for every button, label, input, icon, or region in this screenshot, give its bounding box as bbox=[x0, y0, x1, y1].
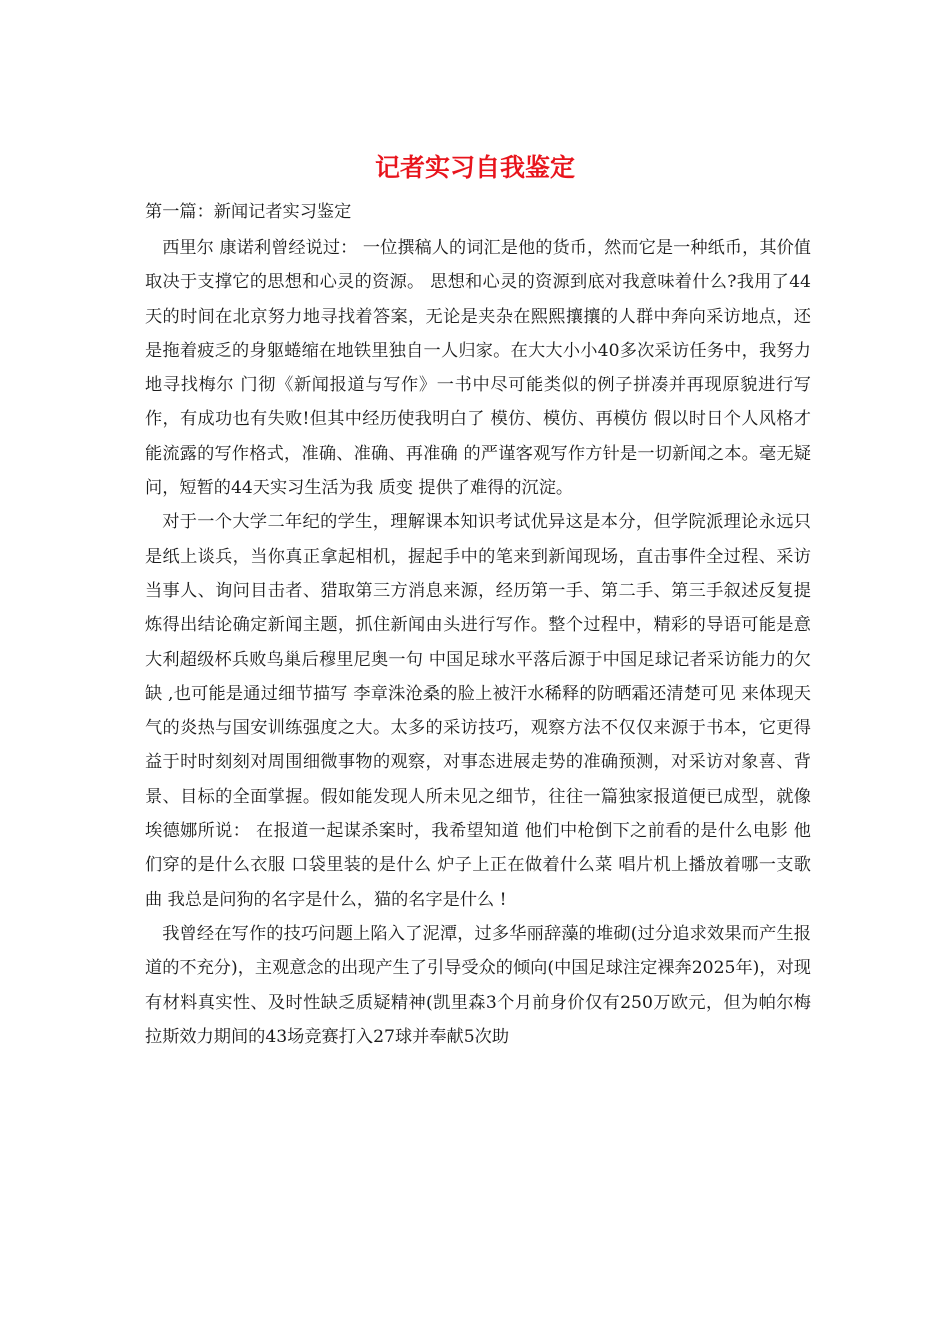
section-heading: 第一篇：新闻记者实习鉴定 bbox=[145, 202, 352, 222]
document-body bbox=[145, 197, 811, 1054]
body-paragraph-1: 西里尔 康诺利曾经说过： 一位撰稿人的词汇是他的货币，然而它是一种纸币，其价值取决于支撑它的思想和心灵的资源。 思想和心灵的资源到底对我意味着什么?我用了44天的时间在北京努力地寻找着答案，无论是夹杂在熙熙攘攘的人群中奔向采访地点，还是拖着疲乏的身躯蜷缩在地铁里独自一人归家。在大大小小40多次采访任务中，我努力地寻找梅尔 门彻《新闻报道与写作》一书中尽可能类似的例子拼凑并再现原貌进行写作，有成功也有失败!但其中经历使我明白了 模仿、模仿、再模仿 假以时日个人风格才能流露的写作格式，准确、准确、再准确 的严谨客观写作方针是一切新闻之本。毫无疑问，短暂的44天实习生活为我 质变 提供了难得的沉淀。 bbox=[145, 238, 811, 499]
document-title: 记者实习自我鉴定 bbox=[374, 153, 575, 182]
body-paragraph-2: 对于一个大学二年纪的学生，理解课本知识考试优异这是本分，但学院派理论永远只是纸上谈兵，当你真正拿起相机，握起手中的笔来到新闻现场，直击事件全过程、采访当事人、询问目击者、猎取第三方消息来源，经历第一手、第二手、第三手叙述反复提炼得出结论确定新闻主题，抓住新闻由头进行写作。整个过程中，精彩的导语可能是意大利超级杯兵败鸟巢后穆里尼奥一句 中国足球水平落后源于中国足球记者采访能力的欠缺 ,也可能是通过细节描写 李章洙沧桑的脸上被汗水稀释的防晒霜还清楚可见 来体现天气的炎热与国安训练强度之大。太多的采访技巧，观察方法不仅仅来源于书本，它更得益于时时刻刻对周围细微事物的观察，对事态进展走势的准确预测，对采访对象喜、背景、目标的全面掌握。假如能发现人所未见之细节，往往一篇独家报道便已成型，就像埃德娜所说： 在报道一起谋杀案时，我希望知道 他们中枪倒下之前看的是什么电影 他们穿的是什么衣服 口袋里装的是什么 炉子上正在做着什么菜 唱片机上播放着哪一支歌曲 我总是问狗的名字是什么，猫的名字是什么 ! bbox=[145, 512, 811, 910]
body-paragraph-3: 我曾经在写作的技巧问题上陷入了泥潭，过多华丽辞藻的堆砌(过分追求效果而产生报道的不充分)，主观意念的出现产生了引导受众的倾向(中国足球注定裸奔2025年)，对现有材料真实性、及时性缺乏质疑精神(凯里森3个月前身价仅有250万欧元，但为帕尔梅拉斯效力期间的43场竞赛打入27球并奉献5次助 bbox=[145, 923, 811, 1047]
